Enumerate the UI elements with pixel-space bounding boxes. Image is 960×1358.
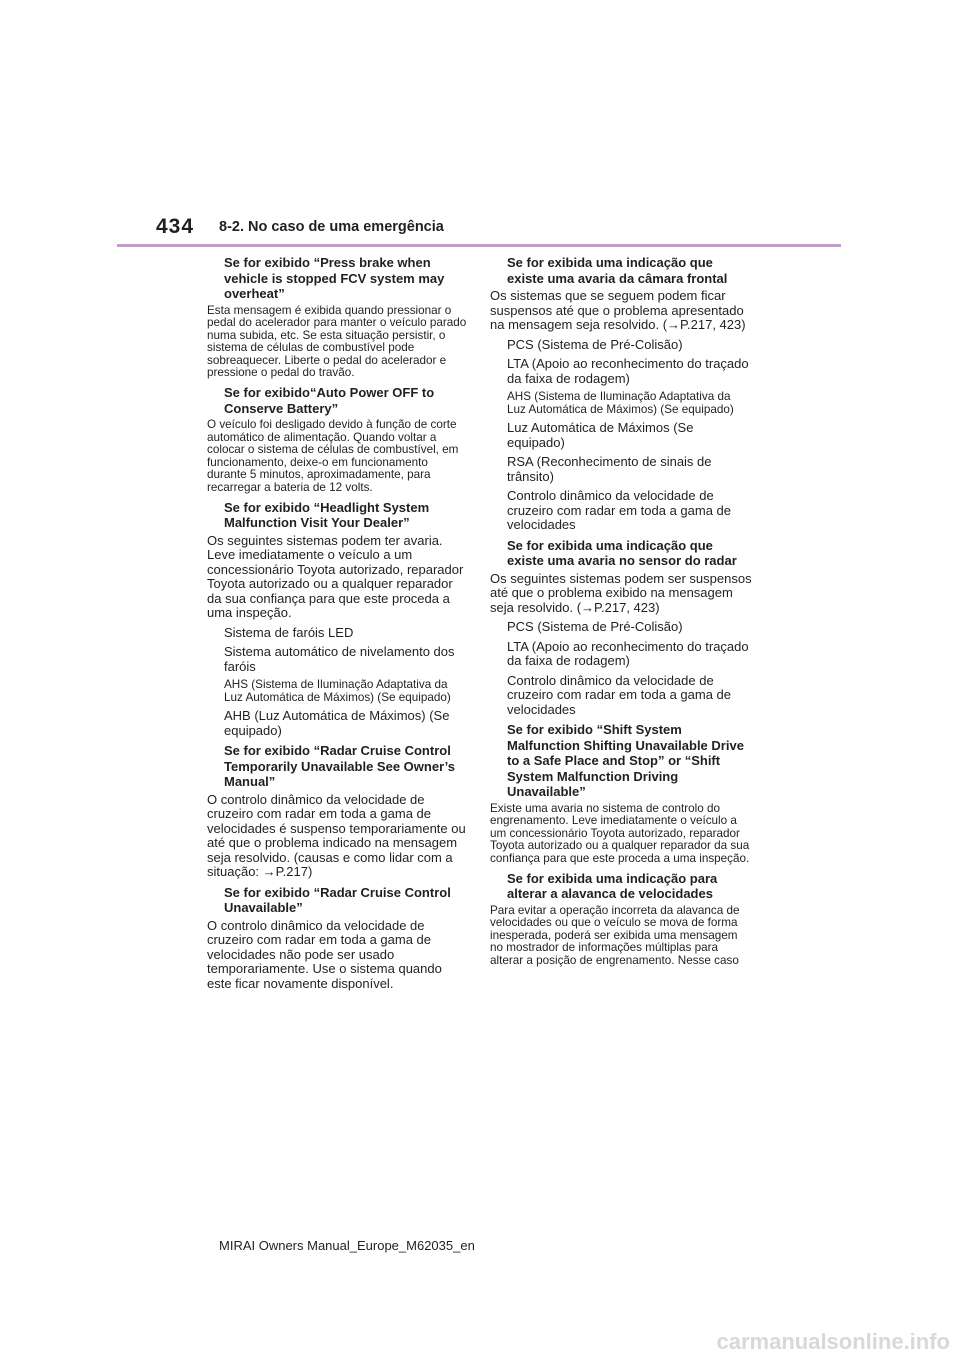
list-item: PCS (Sistema de Pré-Colisão) <box>507 619 683 635</box>
subsection-heading: Se for exibido “Shift System Malfunction Shifting Unavailable Drive to a Safe Place and Stop” or “Shift System Malfunction Driving Unavailable” <box>507 722 744 800</box>
body-paragraph: O controlo dinâmico da velocidade de cruzeiro com radar em toda a gama de velocidades não pode ser usado temporariamente. Use o sistema quando este ficar novamente disponível. <box>207 917 442 991</box>
list-item: Sistema de faróis LED <box>224 624 354 640</box>
right-column <box>490 255 752 968</box>
subsection-heading: Se for exibido “Headlight System Malfunction Visit Your Dealer” <box>224 499 430 531</box>
list-item: Sistema automático de nivelamento dos faróis <box>224 644 455 674</box>
body-paragraph: Os sistemas que se seguem podem ficar suspensos até que o problema apresentado na mensagem seja resolvido. (→P.217, 423) <box>490 288 746 332</box>
subsection-heading: Se for exibida uma indicação que existe uma avaria da câmara frontal <box>507 255 728 286</box>
section-title: 8-2. No caso de uma emergência <box>219 219 444 235</box>
header-rule <box>117 244 841 247</box>
footer-document-name: MIRAI Owners Manual_Europe_M62035_en <box>219 1238 475 1253</box>
note-paragraph: Para evitar a operação incorreta da alavanca de velocidades ou que o veículo se mova de forma inesperada, poderá ser exibida uma mensagem no mostrador de informações múltiplas para alterar a posição de engrenamento. Nesse caso <box>490 903 740 968</box>
list-item: Luz Automática de Máximos (Se equipado) <box>507 420 694 450</box>
subsection-heading: Se for exibido“Auto Power OFF to Conserve Battery” <box>224 385 435 416</box>
list-item: AHS (Sistema de Iluminação Adaptativa da Luz Automática de Máximos) (Se equipado) <box>507 390 734 416</box>
subsection-heading: Se for exibido “Press brake when vehicle is stopped FCV system may overheat” <box>224 255 445 301</box>
note-paragraph: Esta mensagem é exibida quando pressionar o pedal do acelerador para manter o veículo parado numa subida, etc. Se esta situação persistir, o sistema de células de combustível pode sobreaquecer. Liberte o pedal do acelerador e pressione o pedal do travão. <box>207 303 467 380</box>
list-item: Controlo dinâmico da velocidade de cruzeiro com radar em toda a gama de velocidades <box>507 488 731 533</box>
body-paragraph: Os seguintes sistemas podem ser suspensos até que o problema exibido na mensagem seja resolvido. (→P.217, 423) <box>490 570 752 615</box>
note-paragraph: O veículo foi desligado devido à função de corte automático de alimentação. Quando voltar a colocar o sistema de células de combustível, em funcionamento, deixe-o em funcionamento durante 5 minutos, aproximadamente, para recarregar a bateria de 12 volts. <box>207 418 459 495</box>
body-paragraph: Os seguintes sistemas podem ter avaria. Leve imediatamente o veículo a um concessionário Toyota autorizado, reparador Toyota autorizado ou a qualquer reparador da sua confiança para que este proceda a uma inspeção. <box>207 532 464 621</box>
page-number: 434 <box>156 215 195 238</box>
watermark: carmanualsonline.info <box>716 1329 950 1354</box>
subsection-heading: Se for exibida uma indicação para alterar a alavanca de velocidades <box>507 870 718 902</box>
list-item: AHB (Luz Automática de Máximos) (Se equipado) <box>224 708 450 738</box>
list-item: LTA (Apoio ao reconhecimento do traçado da faixa de rodagem) <box>507 638 749 669</box>
list-item: AHS (Sistema de Iluminação Adaptativa da Luz Automática de Máximos) (Se equipado) <box>224 678 451 704</box>
note-paragraph: Existe uma avaria no sistema de controlo do engrenamento. Leve imediatamente o veículo a um concessionário Toyota autorizado, reparador Toyota autorizado ou a qualquer reparador da sua confiança para que este proceda a uma inspeção. <box>490 801 750 866</box>
subsection-heading: Se for exibida uma indicação que existe uma avaria no sensor do radar <box>507 537 737 569</box>
left-column <box>207 255 469 991</box>
subsection-heading: Se for exibido “Radar Cruise Control Temporarily Unavailable See Owner’s Manual” <box>224 743 455 790</box>
subsection-heading: Se for exibido “Radar Cruise Control Unavailable” <box>224 884 451 916</box>
list-item: LTA (Apoio ao reconhecimento do traçado da faixa de rodagem) <box>507 356 749 386</box>
list-item: Controlo dinâmico da velocidade de cruzeiro com radar em toda a gama de velocidades <box>507 672 731 717</box>
body-paragraph: O controlo dinâmico da velocidade de cruzeiro com radar em toda a gama de velocidades é suspenso temporariamente ou até que o problema indicado na mensagem seja resolvido. (causas e como lidar com a situação: →P.217) <box>207 791 466 880</box>
list-item: PCS (Sistema de Pré-Colisão) <box>507 336 683 352</box>
list-item: RSA (Reconhecimento de sinais de trânsito) <box>507 454 712 484</box>
